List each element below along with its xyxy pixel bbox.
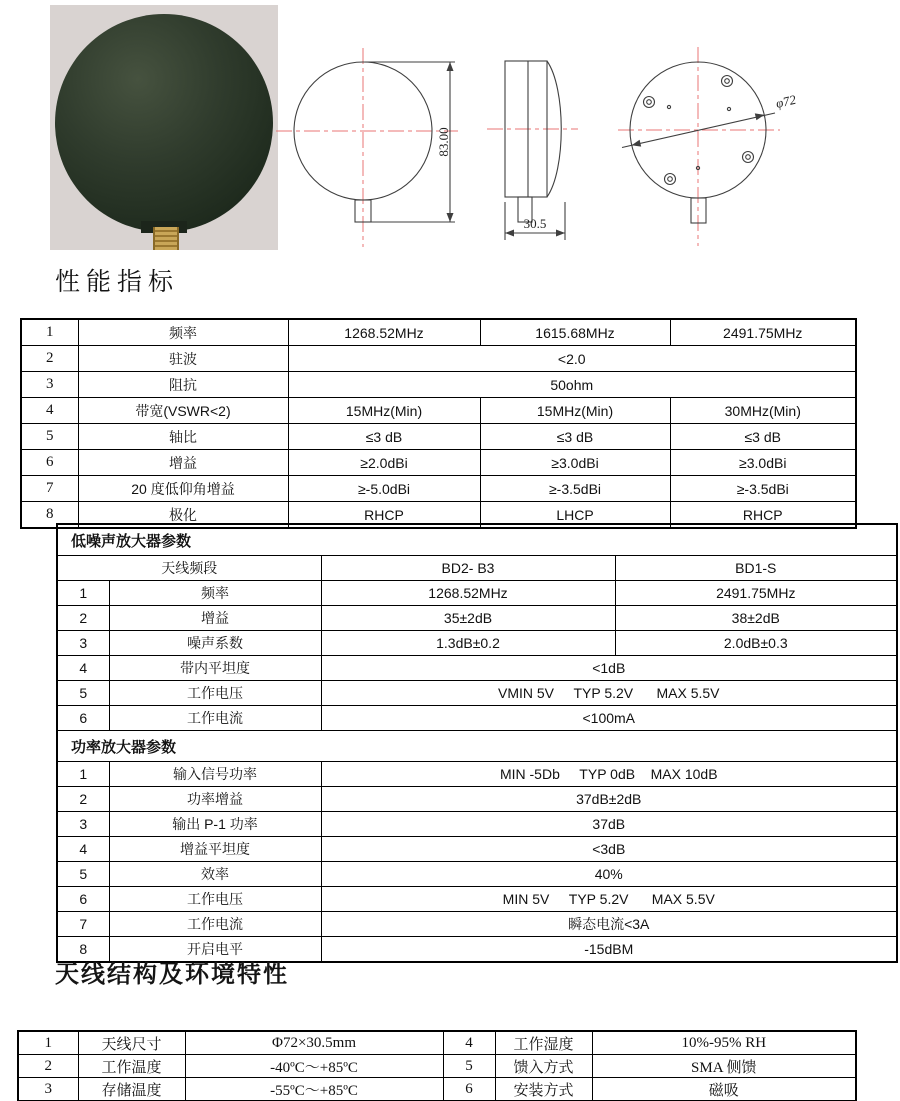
row-number-cell: 7 <box>21 476 78 502</box>
param-value-cell: <2.0 <box>288 346 856 372</box>
param-value-cell: 1615.68MHz <box>480 319 670 346</box>
table-row <box>57 912 897 937</box>
param-value-cell: -55ºC～+85ºC <box>185 1078 443 1101</box>
table-row <box>18 1055 856 1078</box>
param-value-cell: 37dB <box>321 812 897 837</box>
performance-heading: 性能指标 <box>55 268 180 296</box>
environment-table <box>17 1030 857 1101</box>
table-row <box>57 556 897 581</box>
param-label-cell: 增益 <box>78 450 288 476</box>
column-header-cell: BD2- B3 <box>321 556 615 581</box>
table-row <box>21 450 856 476</box>
table-row <box>21 476 856 502</box>
technical-drawings <box>0 0 900 260</box>
param-label-cell: 工作湿度 <box>495 1031 592 1055</box>
param-label-cell: 轴比 <box>78 424 288 450</box>
param-value-cell: 1.3dB±0.2 <box>321 631 615 656</box>
table-row <box>21 346 856 372</box>
param-value-cell: VMIN 5V TYP 5.2V MAX 5.5V <box>321 681 897 706</box>
param-value-cell: ≥3.0dBi <box>670 450 856 476</box>
table-row <box>57 581 897 606</box>
table-row <box>57 812 897 837</box>
param-label-cell: 输出 P-1 功率 <box>109 812 321 837</box>
row-number-cell: 3 <box>57 812 109 837</box>
param-label-cell: 工作电流 <box>109 706 321 731</box>
param-label-cell: 功率增益 <box>109 787 321 812</box>
row-number-cell: 5 <box>57 862 109 887</box>
performance-table <box>20 318 857 529</box>
table-row <box>57 762 897 787</box>
param-value-cell: Φ72×30.5mm <box>185 1031 443 1055</box>
row-number-cell: 8 <box>21 502 78 529</box>
param-label-cell: 存储温度 <box>78 1078 185 1101</box>
param-value-cell: RHCP <box>288 502 480 529</box>
param-label-cell: 噪声系数 <box>109 631 321 656</box>
param-label-cell: 工作温度 <box>78 1055 185 1078</box>
param-value-cell: ≥-3.5dBi <box>480 476 670 502</box>
front-view-drawing <box>276 48 458 247</box>
param-value-cell: MIN 5V TYP 5.2V MAX 5.5V <box>321 887 897 912</box>
param-value-cell: <3dB <box>321 837 897 862</box>
param-value-cell: 10%-95% RH <box>592 1031 856 1055</box>
param-value-cell: 40% <box>321 862 897 887</box>
param-value-cell: ≥2.0dBi <box>288 450 480 476</box>
row-number-cell: 8 <box>57 937 109 963</box>
param-value-cell: 磁吸 <box>592 1078 856 1101</box>
param-label-cell: 驻波 <box>78 346 288 372</box>
row-number-cell: 5 <box>443 1055 495 1078</box>
param-label-cell: 增益 <box>109 606 321 631</box>
param-value-cell: LHCP <box>480 502 670 529</box>
row-number-cell: 3 <box>21 372 78 398</box>
table-row <box>21 398 856 424</box>
back-diameter-dimension: φ72 <box>774 91 798 111</box>
param-value-cell: 30MHz(Min) <box>670 398 856 424</box>
table-row <box>21 424 856 450</box>
param-value-cell: ≥3.0dBi <box>480 450 670 476</box>
param-value-cell: 2.0dB±0.3 <box>615 631 897 656</box>
param-label-cell: 工作电压 <box>109 887 321 912</box>
param-label-cell: 阻抗 <box>78 372 288 398</box>
row-number-cell: 3 <box>57 631 109 656</box>
param-value-cell: SMA 侧馈 <box>592 1055 856 1078</box>
param-value-cell: 1268.52MHz <box>321 581 615 606</box>
param-label-cell: 20 度低仰角增益 <box>78 476 288 502</box>
section-title-cell: 低噪声放大器参数 <box>57 524 897 556</box>
row-number-cell: 3 <box>18 1078 78 1101</box>
param-value-cell: 38±2dB <box>615 606 897 631</box>
param-label-cell: 带宽(VSWR<2) <box>78 398 288 424</box>
table-row <box>57 706 897 731</box>
row-number-cell: 2 <box>57 787 109 812</box>
param-label-cell: 安装方式 <box>495 1078 592 1101</box>
row-number-cell: 5 <box>21 424 78 450</box>
front-height-dimension: 83.00 <box>436 127 451 157</box>
param-value-cell: 1268.52MHz <box>288 319 480 346</box>
param-label-cell: 工作电流 <box>109 912 321 937</box>
row-number-cell: 4 <box>21 398 78 424</box>
param-value-cell: -40ºC～+85ºC <box>185 1055 443 1078</box>
param-label-cell: 馈入方式 <box>495 1055 592 1078</box>
param-value-cell: 50ohm <box>288 372 856 398</box>
row-number-cell: 6 <box>21 450 78 476</box>
pa-section-title-row <box>57 731 897 762</box>
row-number-cell: 4 <box>57 656 109 681</box>
param-value-cell: 15MHz(Min) <box>288 398 480 424</box>
param-label-cell: 频率 <box>109 581 321 606</box>
param-value-cell: ≤3 dB <box>670 424 856 450</box>
param-label-cell: 频率 <box>78 319 288 346</box>
param-label-cell: 开启电平 <box>109 937 321 963</box>
row-number-cell: 6 <box>57 706 109 731</box>
param-value-cell: ≤3 dB <box>480 424 670 450</box>
row-number-cell: 5 <box>57 681 109 706</box>
row-number-cell: 6 <box>443 1078 495 1101</box>
table-row <box>18 1078 856 1101</box>
param-label-cell: 输入信号功率 <box>109 762 321 787</box>
structure-heading: 天线结构及环境特性 <box>55 961 289 988</box>
table-row <box>57 656 897 681</box>
table-row <box>21 319 856 346</box>
side-width-dimension: 30.5 <box>523 216 547 231</box>
amplifier-table <box>56 523 898 963</box>
param-value-cell: ≥-5.0dBi <box>288 476 480 502</box>
row-number-cell: 2 <box>18 1055 78 1078</box>
back-view-drawing <box>618 47 798 246</box>
param-label-cell: 天线尺寸 <box>78 1031 185 1055</box>
table-row <box>57 787 897 812</box>
row-number-cell: 7 <box>57 912 109 937</box>
param-value-cell: MIN -5Db TYP 0dB MAX 10dB <box>321 762 897 787</box>
section-title-cell: 功率放大器参数 <box>57 731 897 762</box>
row-number-cell: 1 <box>21 319 78 346</box>
table-row <box>57 887 897 912</box>
param-value-cell: ≥-3.5dBi <box>670 476 856 502</box>
table-row <box>57 837 897 862</box>
table-row <box>21 372 856 398</box>
param-value-cell: 15MHz(Min) <box>480 398 670 424</box>
param-label-cell: 效率 <box>109 862 321 887</box>
param-label-cell: 天线频段 <box>57 556 321 581</box>
param-value-cell: 瞬态电流<3A <box>321 912 897 937</box>
table-row <box>18 1031 856 1055</box>
param-value-cell: 2491.75MHz <box>670 319 856 346</box>
row-number-cell: 1 <box>57 581 109 606</box>
table-row <box>57 862 897 887</box>
row-number-cell: 4 <box>443 1031 495 1055</box>
param-value-cell: ≤3 dB <box>288 424 480 450</box>
row-number-cell: 1 <box>18 1031 78 1055</box>
param-label-cell: 增益平坦度 <box>109 837 321 862</box>
param-value-cell: 37dB±2dB <box>321 787 897 812</box>
param-label-cell: 带内平坦度 <box>109 656 321 681</box>
param-label-cell: 极化 <box>78 502 288 529</box>
lna-section-title-row <box>57 524 897 556</box>
table-row <box>57 631 897 656</box>
row-number-cell: 6 <box>57 887 109 912</box>
column-header-cell: BD1-S <box>615 556 897 581</box>
param-value-cell: <100mA <box>321 706 897 731</box>
row-number-cell: 2 <box>57 606 109 631</box>
param-value-cell: 35±2dB <box>321 606 615 631</box>
param-value-cell: <1dB <box>321 656 897 681</box>
row-number-cell: 4 <box>57 837 109 862</box>
param-value-cell: RHCP <box>670 502 856 529</box>
table-row <box>57 606 897 631</box>
row-number-cell: 1 <box>57 762 109 787</box>
row-number-cell: 2 <box>21 346 78 372</box>
param-label-cell: 工作电压 <box>109 681 321 706</box>
param-value-cell: -15dBM <box>321 937 897 963</box>
table-row <box>57 681 897 706</box>
param-value-cell: 2491.75MHz <box>615 581 897 606</box>
side-view-drawing <box>487 61 578 240</box>
